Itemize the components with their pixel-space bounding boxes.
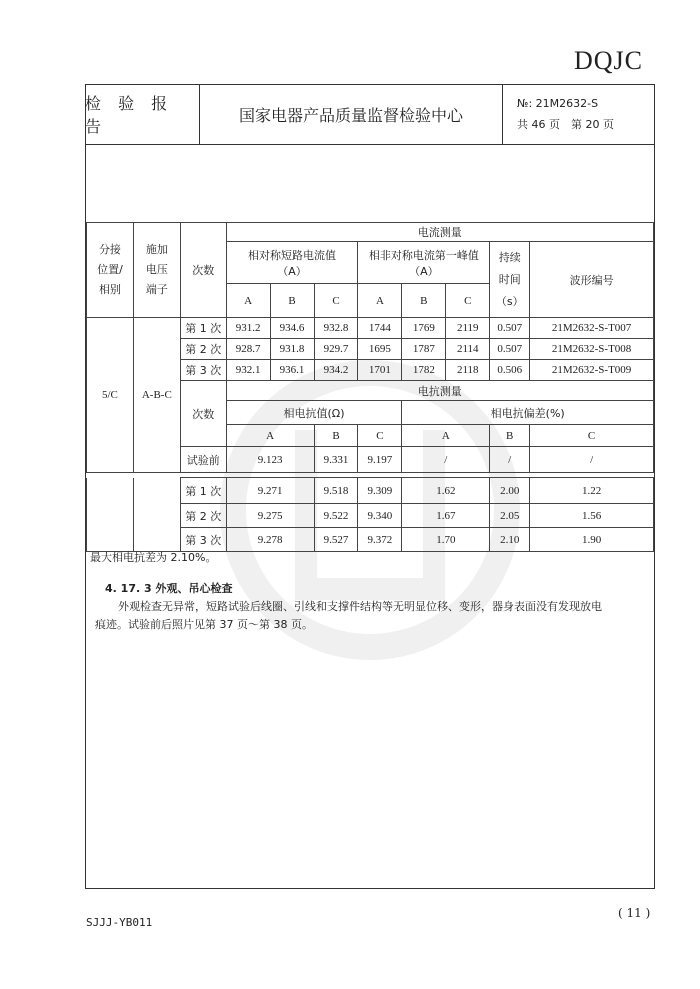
report-header bbox=[85, 84, 655, 145]
section-heading: 4. 17. 3 外观、吊心检查 bbox=[105, 582, 233, 595]
table-cell: 9.331 bbox=[314, 447, 358, 473]
report-meta bbox=[503, 84, 655, 144]
sym-current-header: 相对称短路电流值 （A） bbox=[226, 242, 358, 284]
reactance-group-header: 电抗测量 bbox=[226, 381, 653, 401]
table-cell: 9.197 bbox=[358, 447, 402, 473]
section-body-line-1: 外观检查无异常，短路试验后线圈、引线和支撑件结构等无明显位移、变形，器身表面没有发现放电 bbox=[118, 600, 602, 613]
phase-header: B bbox=[402, 284, 446, 318]
table-cell: 21M2632-S-T007 bbox=[530, 318, 654, 339]
table-cell: 1.70 bbox=[402, 528, 490, 552]
table-cell: 929.7 bbox=[314, 339, 358, 360]
table-cell: 21M2632-S-T009 bbox=[530, 360, 654, 381]
table-row bbox=[87, 318, 654, 339]
col-voltage-header: 施加 电压 端子 bbox=[133, 223, 180, 318]
phase-header: B bbox=[270, 284, 314, 318]
table-cell: 2114 bbox=[446, 339, 490, 360]
table-cell: 9.123 bbox=[226, 447, 314, 473]
table-cell: 1769 bbox=[402, 318, 446, 339]
table-cell: 2119 bbox=[446, 318, 490, 339]
brand-mark: DQJC bbox=[574, 46, 644, 75]
row-label: 第 2 次 bbox=[180, 339, 226, 360]
phase-header: C bbox=[358, 425, 402, 447]
phase-header: B bbox=[314, 425, 358, 447]
table-cell: 934.2 bbox=[314, 360, 358, 381]
table-cell: 1.62 bbox=[402, 478, 490, 504]
table-cell: / bbox=[530, 447, 654, 473]
table-cell: 9.527 bbox=[314, 528, 358, 552]
table-cell: 21M2632-S-T008 bbox=[530, 339, 654, 360]
col-count-header: 次数 bbox=[180, 223, 226, 318]
table-cell: 0.506 bbox=[490, 360, 530, 381]
row-label: 第 3 次 bbox=[180, 528, 226, 552]
table-cell: 932.1 bbox=[226, 360, 270, 381]
phase-header: C bbox=[446, 284, 490, 318]
table-cell: / bbox=[490, 447, 530, 473]
row-label: 第 1 次 bbox=[180, 318, 226, 339]
table-cell: 9.309 bbox=[358, 478, 402, 504]
table-cell: 2118 bbox=[446, 360, 490, 381]
reactance-count-header: 次数 bbox=[180, 381, 226, 447]
row-label: 试验前 bbox=[180, 447, 226, 473]
table-cell: 928.7 bbox=[226, 339, 270, 360]
phase-header: A bbox=[358, 284, 402, 318]
waveform-header: 波形编号 bbox=[530, 242, 654, 318]
row-label: 第 2 次 bbox=[180, 504, 226, 528]
page-marker: ( 11 ) bbox=[618, 906, 651, 920]
table-cell: 2.00 bbox=[490, 478, 530, 504]
current-group-header: 电流测量 bbox=[226, 223, 653, 242]
table-cell: 1.22 bbox=[530, 478, 654, 504]
reactance-rows-table bbox=[86, 477, 654, 552]
table-cell: 1701 bbox=[358, 360, 402, 381]
asym-current-header: 相非对称电流第一峰值 （A） bbox=[358, 242, 490, 284]
position-value: 5/C bbox=[87, 318, 134, 473]
phase-header: A bbox=[226, 284, 270, 318]
row-label: 第 1 次 bbox=[180, 478, 226, 504]
phase-header: B bbox=[490, 425, 530, 447]
table-cell: 9.522 bbox=[314, 504, 358, 528]
table-cell: 9.518 bbox=[314, 478, 358, 504]
table-cell: 0.507 bbox=[490, 318, 530, 339]
table-cell: 1.67 bbox=[402, 504, 490, 528]
page-count: 共 46 页 第 20 页 bbox=[517, 117, 614, 131]
current-measurement-table bbox=[86, 222, 654, 473]
phase-header: C bbox=[314, 284, 358, 318]
report-title: 检 验 报 告 bbox=[85, 84, 200, 144]
voltage-value: A-B-C bbox=[133, 318, 180, 473]
phase-header: A bbox=[402, 425, 490, 447]
table-cell: / bbox=[402, 447, 490, 473]
table-cell: 931.2 bbox=[226, 318, 270, 339]
phase-header: A bbox=[226, 425, 314, 447]
duration-header: 持续 时间 （s） bbox=[490, 242, 530, 318]
form-code: SJJJ-YB011 bbox=[86, 916, 153, 929]
position-span bbox=[87, 478, 134, 552]
table-cell: 9.278 bbox=[226, 528, 314, 552]
reactance-value-header: 相电抗值(Ω) bbox=[226, 401, 402, 425]
table-cell: 1782 bbox=[402, 360, 446, 381]
table-cell: 932.8 bbox=[314, 318, 358, 339]
table-row bbox=[87, 478, 654, 504]
table-cell: 2.10 bbox=[490, 528, 530, 552]
table-cell: 0.507 bbox=[490, 339, 530, 360]
row-label: 第 3 次 bbox=[180, 360, 226, 381]
col-position-header: 分接 位置/ 相别 bbox=[87, 223, 134, 318]
section-body-line-2: 痕迹。试验前后照片见第 37 页～第 38 页。 bbox=[95, 618, 313, 631]
table-cell: 2.05 bbox=[490, 504, 530, 528]
table-cell: 9.372 bbox=[358, 528, 402, 552]
table-cell: 934.6 bbox=[270, 318, 314, 339]
table-cell: 1.90 bbox=[530, 528, 654, 552]
table-cell: 9.271 bbox=[226, 478, 314, 504]
voltage-span bbox=[133, 478, 180, 552]
institution-name: 国家电器产品质量监督检验中心 bbox=[200, 84, 503, 144]
table-cell: 936.1 bbox=[270, 360, 314, 381]
max-deviation-note: 最大相电抗差为 2.10%。 bbox=[90, 551, 217, 564]
report-number: №: 21M2632-S bbox=[517, 96, 599, 110]
table-cell: 1787 bbox=[402, 339, 446, 360]
table-cell: 1744 bbox=[358, 318, 402, 339]
table-cell: 9.275 bbox=[226, 504, 314, 528]
table-cell: 1695 bbox=[358, 339, 402, 360]
table-cell: 1.56 bbox=[530, 504, 654, 528]
reactance-deviation-header: 相电抗偏差(%) bbox=[402, 401, 654, 425]
table-cell: 931.8 bbox=[270, 339, 314, 360]
table-cell: 9.340 bbox=[358, 504, 402, 528]
phase-header: C bbox=[530, 425, 654, 447]
